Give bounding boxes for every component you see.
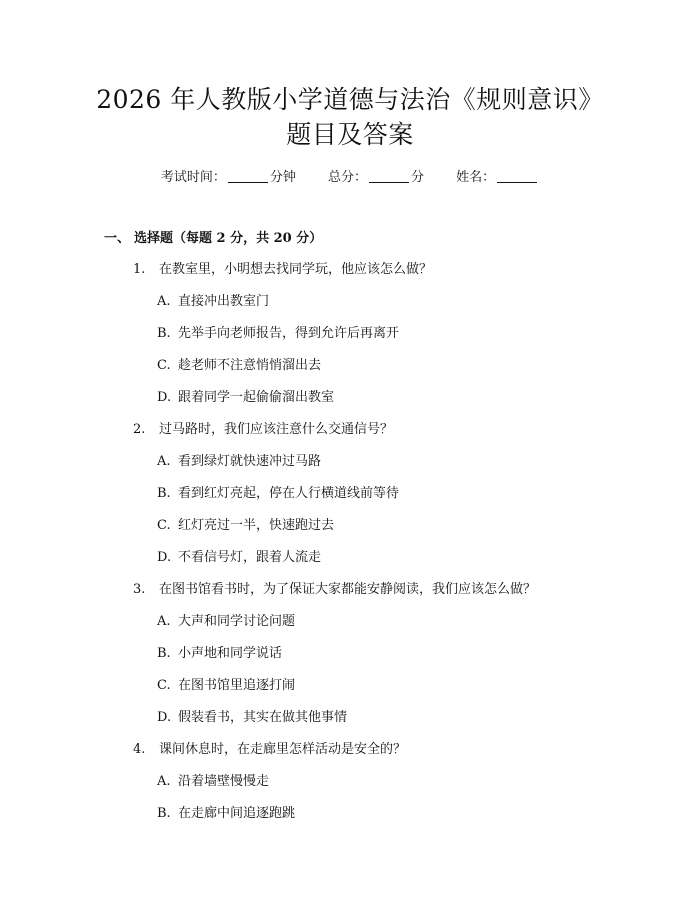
student-name bbox=[456, 168, 539, 188]
option-text: 小声地和同学说话 bbox=[178, 646, 283, 661]
option-text: 红灯亮过一半，快速跑过去 bbox=[178, 518, 335, 533]
exam-time-label: 考试时间： bbox=[160, 170, 226, 185]
question-number: 1. bbox=[133, 262, 146, 277]
option-letter: A. bbox=[157, 614, 171, 629]
question-number: 4. bbox=[133, 742, 146, 757]
option-text: 直接冲出教室门 bbox=[178, 294, 270, 309]
option-letter: A. bbox=[157, 454, 171, 469]
section-heading bbox=[104, 229, 322, 249]
option-letter: C. bbox=[157, 518, 171, 533]
question-text: 在图书馆看书时，为了保证大家都能安静阅读，我们应该怎么做？ bbox=[159, 582, 537, 597]
option-letter: C. bbox=[157, 358, 171, 373]
option-letter: D. bbox=[157, 710, 172, 725]
option-text: 在走廊中间追逐跑跳 bbox=[178, 806, 296, 821]
section-title: 选择题（每题 2 分，共 20 分） bbox=[134, 231, 323, 246]
total-score-label: 总分： bbox=[327, 170, 367, 185]
option-letter: B. bbox=[157, 806, 171, 821]
option-letter: D. bbox=[157, 550, 172, 565]
option-letter: B. bbox=[157, 646, 171, 661]
option-letter: C. bbox=[157, 678, 171, 693]
document-title-line2: 题目及答案 bbox=[286, 120, 414, 149]
total-score-blank bbox=[369, 169, 409, 183]
total-score bbox=[328, 168, 424, 188]
option-letter: D. bbox=[157, 390, 172, 405]
option-text: 跟着同学一起偷偷溜出教室 bbox=[178, 390, 335, 405]
option-text: 看到红灯亮起，停在人行横道线前等待 bbox=[178, 486, 400, 501]
exam-meta bbox=[0, 168, 700, 188]
option-text: 大声和同学讨论问题 bbox=[178, 614, 296, 629]
option-text: 不看信号灯，跟着人流走 bbox=[178, 550, 322, 565]
option-letter: A. bbox=[157, 294, 171, 309]
option-text: 在图书馆里追逐打闹 bbox=[178, 678, 296, 693]
question-text: 过马路时，我们应该注意什么交通信号？ bbox=[159, 422, 394, 437]
document-title-line1: 2026 年人教版小学道德与法治《规则意识》 bbox=[96, 85, 604, 114]
name-blank bbox=[497, 169, 537, 183]
option-text: 看到绿灯就快速冲过马路 bbox=[178, 454, 322, 469]
total-score-unit: 分 bbox=[411, 170, 425, 185]
option-letter: A. bbox=[157, 774, 171, 789]
exam-time-unit: 分钟 bbox=[269, 170, 296, 185]
exam-time bbox=[161, 168, 296, 188]
exam-time-blank bbox=[228, 169, 268, 183]
name-label: 姓名： bbox=[456, 170, 496, 185]
question-number: 3. bbox=[133, 582, 146, 597]
question-number: 2. bbox=[133, 422, 146, 437]
question-text: 课间休息时，在走廊里怎样活动是安全的？ bbox=[159, 742, 407, 757]
option-text: 假装看书，其实在做其他事情 bbox=[178, 710, 348, 725]
option-text: 沿着墙壁慢慢走 bbox=[178, 774, 270, 789]
option-text: 先举手向老师报告，得到允许后再离开 bbox=[178, 326, 400, 341]
section-number: 一、 bbox=[104, 231, 131, 246]
option-letter: B. bbox=[157, 326, 171, 341]
question-text: 在教室里，小明想去找同学玩，他应该怎么做？ bbox=[159, 262, 433, 277]
option-letter: B. bbox=[157, 486, 171, 501]
option-text: 趁老师不注意悄悄溜出去 bbox=[178, 358, 322, 373]
